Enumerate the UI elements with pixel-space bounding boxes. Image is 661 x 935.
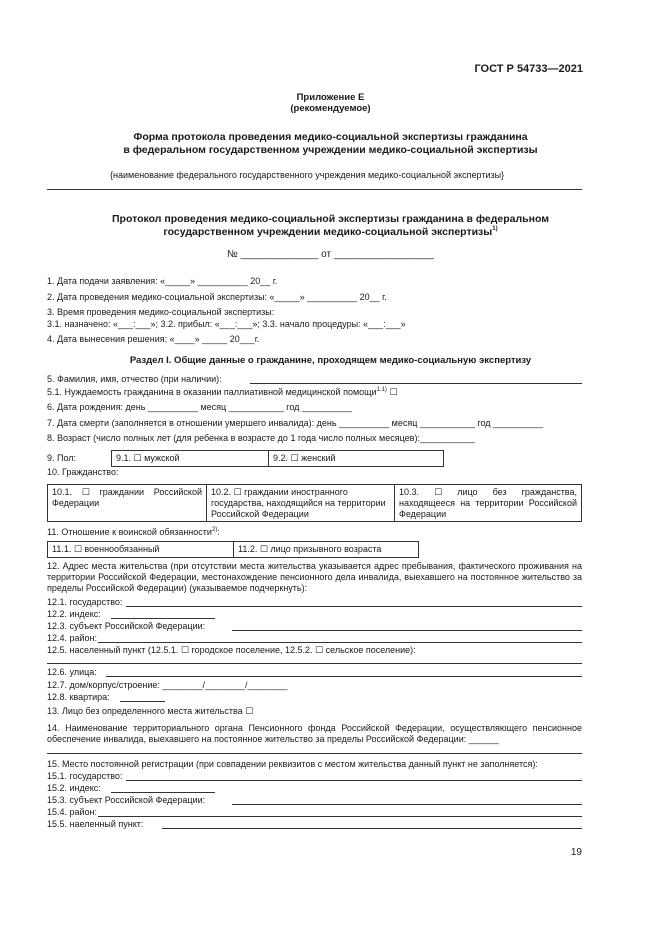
page-number: 19 — [570, 847, 582, 858]
item-9: 9. Пол: — [47, 453, 77, 463]
section-1-title: Раздел I. Общие данные о гражданине, проходящем медико-социальную экспертизу — [129, 355, 532, 366]
item-15-5-line — [162, 828, 582, 829]
item-12-6: 12.6. улица: — [47, 667, 97, 677]
item-14-line — [47, 753, 582, 754]
item-15-1: 15.1. государство: — [47, 771, 123, 781]
item-12-1: 12.1. государство: — [47, 597, 123, 607]
gender-female[interactable]: 9.2. ☐ женский — [269, 451, 444, 467]
item-13: 13. Лицо без определенного места жительства ☐ — [47, 706, 254, 716]
citizenship-table — [47, 484, 582, 522]
citizenship-stateless[interactable]: 10.3. ☐ лицо без гражданства, находящееся на территории Российской Федерации — [395, 485, 582, 522]
item-12-4-line — [98, 642, 582, 643]
item-1: 1. Дата подачи заявления: «_____» __________ 20__ г. — [47, 276, 278, 286]
item-15-1-line — [126, 780, 582, 781]
item-12-8: 12.8. квартира: — [47, 692, 110, 702]
item-10: 10. Гражданство: — [47, 467, 119, 477]
standard-number: ГОСТ Р 54733—2021 — [474, 63, 583, 75]
item-12-7: 12.7. дом/корпус/строение: ________/________/________ — [47, 680, 288, 690]
item-15-3: 15.3. субъект Российской Федерации: — [47, 795, 206, 805]
item-15-4: 15.4. район: — [47, 807, 98, 817]
item-6: 6. Дата рождения: день __________ месяц ___________ год __________ — [47, 402, 352, 412]
protocol-number: № ______________ от __________________ — [227, 249, 434, 260]
item-12-5-line — [47, 663, 582, 664]
item-15-2-line — [111, 792, 215, 793]
institution-line — [47, 189, 582, 190]
item-7: 7. Дата смерти (заполняется в отношении умершего инвалида): день __________ месяц ___________ год __________ — [47, 418, 544, 428]
item-5-1: 5.1. Нуждаемость гражданина в оказании паллиативной медицинской помощи$^{1.1)}$ ☐ — [47, 387, 398, 397]
footnote-ref: 1) — [492, 226, 498, 232]
item-11: 11. Отношение к воинской обязанности$^{2)}$: — [47, 527, 220, 537]
item-12-3: 12.3. субъект Российской Федерации: — [47, 621, 206, 631]
protocol-title-line2: государственном учреждении медико-социальной экспертизы$^{1)}$ — [163, 226, 498, 238]
military-liable[interactable]: 11.1. ☐ военнообязанный — [48, 542, 234, 558]
gender-table — [111, 450, 444, 467]
item-15: 15. Место постоянной регистрации (при совпадении реквизитов с местом жительства данный пункт не заполняется): — [47, 759, 538, 769]
item-14: 14. Наименование территориального органа Пенсионного фонда Российской Федерации, осуществляющего пенсионное обеспечение инвалида, выехавшего на постоянное жительство за пределы Российской Федерации: ______ — [47, 723, 582, 744]
item-12-2-line — [111, 618, 215, 619]
item-12-6-line — [106, 676, 582, 677]
item-15-3-line — [232, 804, 582, 805]
military-table — [47, 541, 419, 558]
item-5: 5. Фамилия, имя, отчество (при наличии): — [47, 374, 222, 384]
item-12-4: 12.4. район: — [47, 633, 98, 643]
protocol-title-line1: Протокол проведения медико-социальной экспертизы гражданина в федеральном — [112, 213, 549, 225]
citizenship-foreign[interactable]: 10.2. ☐ граждании иностранного государства, находящийся на территории Российской Федерации — [207, 485, 395, 522]
item-3-sub: 3.1. назначено: «___:___»; 3.2. прибыл: «___:___»; 3.3. начало процедуры: «___:___» — [47, 319, 406, 329]
checkbox-icon[interactable]: ☐ — [389, 387, 398, 397]
form-title-line1: Форма протокола проведения медико-социальной экспертизы гражданина — [133, 131, 528, 143]
citizenship-rf[interactable]: 10.1. ☐ граждании Российской Федерации — [48, 485, 207, 522]
item-15-5: 15.5. наеленный пункт: — [47, 819, 144, 829]
item-12-1-line — [126, 606, 582, 607]
item-8: 8. Возраст (число полных лет (для ребенка в возрасте до 1 года число полных месяцев):___________ — [47, 433, 476, 443]
item-12-8-line — [120, 701, 165, 702]
military-conscript[interactable]: 11.2. ☐ лицо призывного возраста — [234, 542, 419, 558]
item-12-5: 12.5. населенный пункт (12.5.1. ☐ городское поселение, 12.5.2. ☐ сельское поселение): — [47, 645, 416, 655]
item-15-4-line — [98, 816, 582, 817]
item-12-3-line — [232, 630, 582, 631]
institution-name-hint: {наименование федерального государственного учреждения медико-социальной экспертизы} — [110, 170, 505, 180]
item-5-line — [250, 383, 582, 384]
item-12: 12. Адрес места жительства (при отсутствии места жительства указывается адрес пребывания, фактического проживания на территории Российской Федерации, местонахождение пенсионного дела инвалида, выехавшего на постоянное жительство за пределы Российской Федерации) (указываемое подчеркнуть): — [47, 561, 582, 593]
item-4: 4. Дата вынесения решения: «____» _____ 20___г. — [47, 334, 260, 344]
gender-male[interactable]: 9.1. ☐ мужской — [112, 451, 269, 467]
appendix-title: Приложение Е — [296, 92, 365, 103]
form-title-line2: в федеральном государственном учреждении медико-социальной экспертизы — [123, 144, 538, 156]
item-2: 2. Дата проведения медико-социальной экспертизы: «_____» __________ 20__ г. — [47, 292, 387, 302]
item-12-2: 12.2. индекс: — [47, 609, 101, 619]
item-3: 3. Время проведения медико-социальной экспертизы: — [47, 307, 275, 317]
item-15-2: 15.2. индекс: — [47, 783, 101, 793]
appendix-note: (рекомендуемое) — [290, 103, 371, 114]
